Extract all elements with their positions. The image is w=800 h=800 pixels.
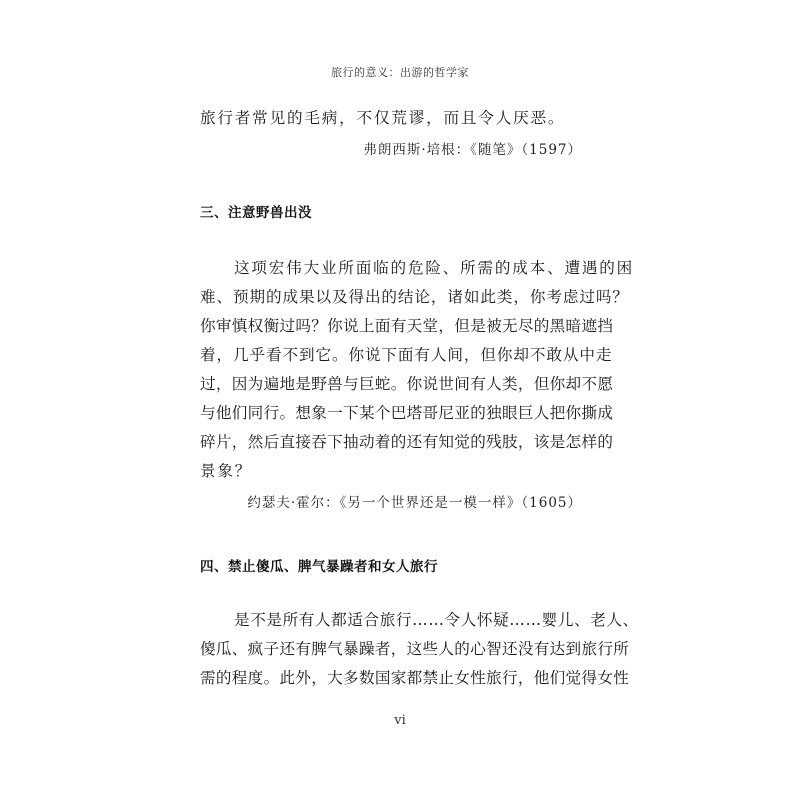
section-3-heading: 三、注意野兽出没 <box>200 205 312 221</box>
paragraph-line: 是不是所有人都适合旅行……令人怀疑……婴儿、老人、 <box>234 611 639 629</box>
paragraph-line: 傻瓜、疯子还有脾气暴躁者，这些人的心智还没有达到旅行所 <box>200 640 630 658</box>
section-3-body <box>200 254 635 486</box>
quote-line: 旅行者常见的毛病，不仅荒谬，而且令人厌恶。 <box>200 109 566 127</box>
paragraph-line: 过，因为遍地是野兽与巨蛇。你说世间有人类，但你却不愿 <box>200 375 614 393</box>
paragraph-line: 碎片，然后直接吞下抽动着的还有知觉的残肢，该是怎样的 <box>200 433 614 451</box>
paragraph-line: 这项宏伟大业所面临的危险、所需的成本、遭遇的困 <box>234 259 635 277</box>
paragraph-line: 难、预期的成果以及得出的结论，诸如此类，你考虑过吗？ <box>200 288 629 306</box>
running-head: 旅行的意义：出游的哲学家 <box>331 66 469 79</box>
paragraph-line: 与他们同行。想象一下某个巴塔哥尼亚的独眼巨人把你撕成 <box>200 404 614 422</box>
section-4-body <box>200 606 639 693</box>
section-4-heading: 四、禁止傻瓜、脾气暴躁者和女人旅行 <box>200 559 438 575</box>
paragraph-line: 景象？ <box>200 462 253 480</box>
paragraph-line: 需的程度。此外，大多数国家都禁止女性旅行，他们觉得女性 <box>200 669 630 687</box>
page-number: vi <box>394 713 406 728</box>
section-3-attribution: 约瑟夫·霍尔：《另一个世界还是一模一样》（1605） <box>247 495 582 511</box>
paragraph-line: 你审慎权衡过吗？你说上面有天堂，但是被无尽的黑暗遮挡 <box>200 317 614 335</box>
intro-attribution: 弗朗西斯·培根：《随笔》（1597） <box>363 142 582 158</box>
intro-quote <box>200 104 583 133</box>
paragraph-line: 着，几乎看不到它。你说下面有人间，但你却不敢从中走 <box>200 346 613 364</box>
